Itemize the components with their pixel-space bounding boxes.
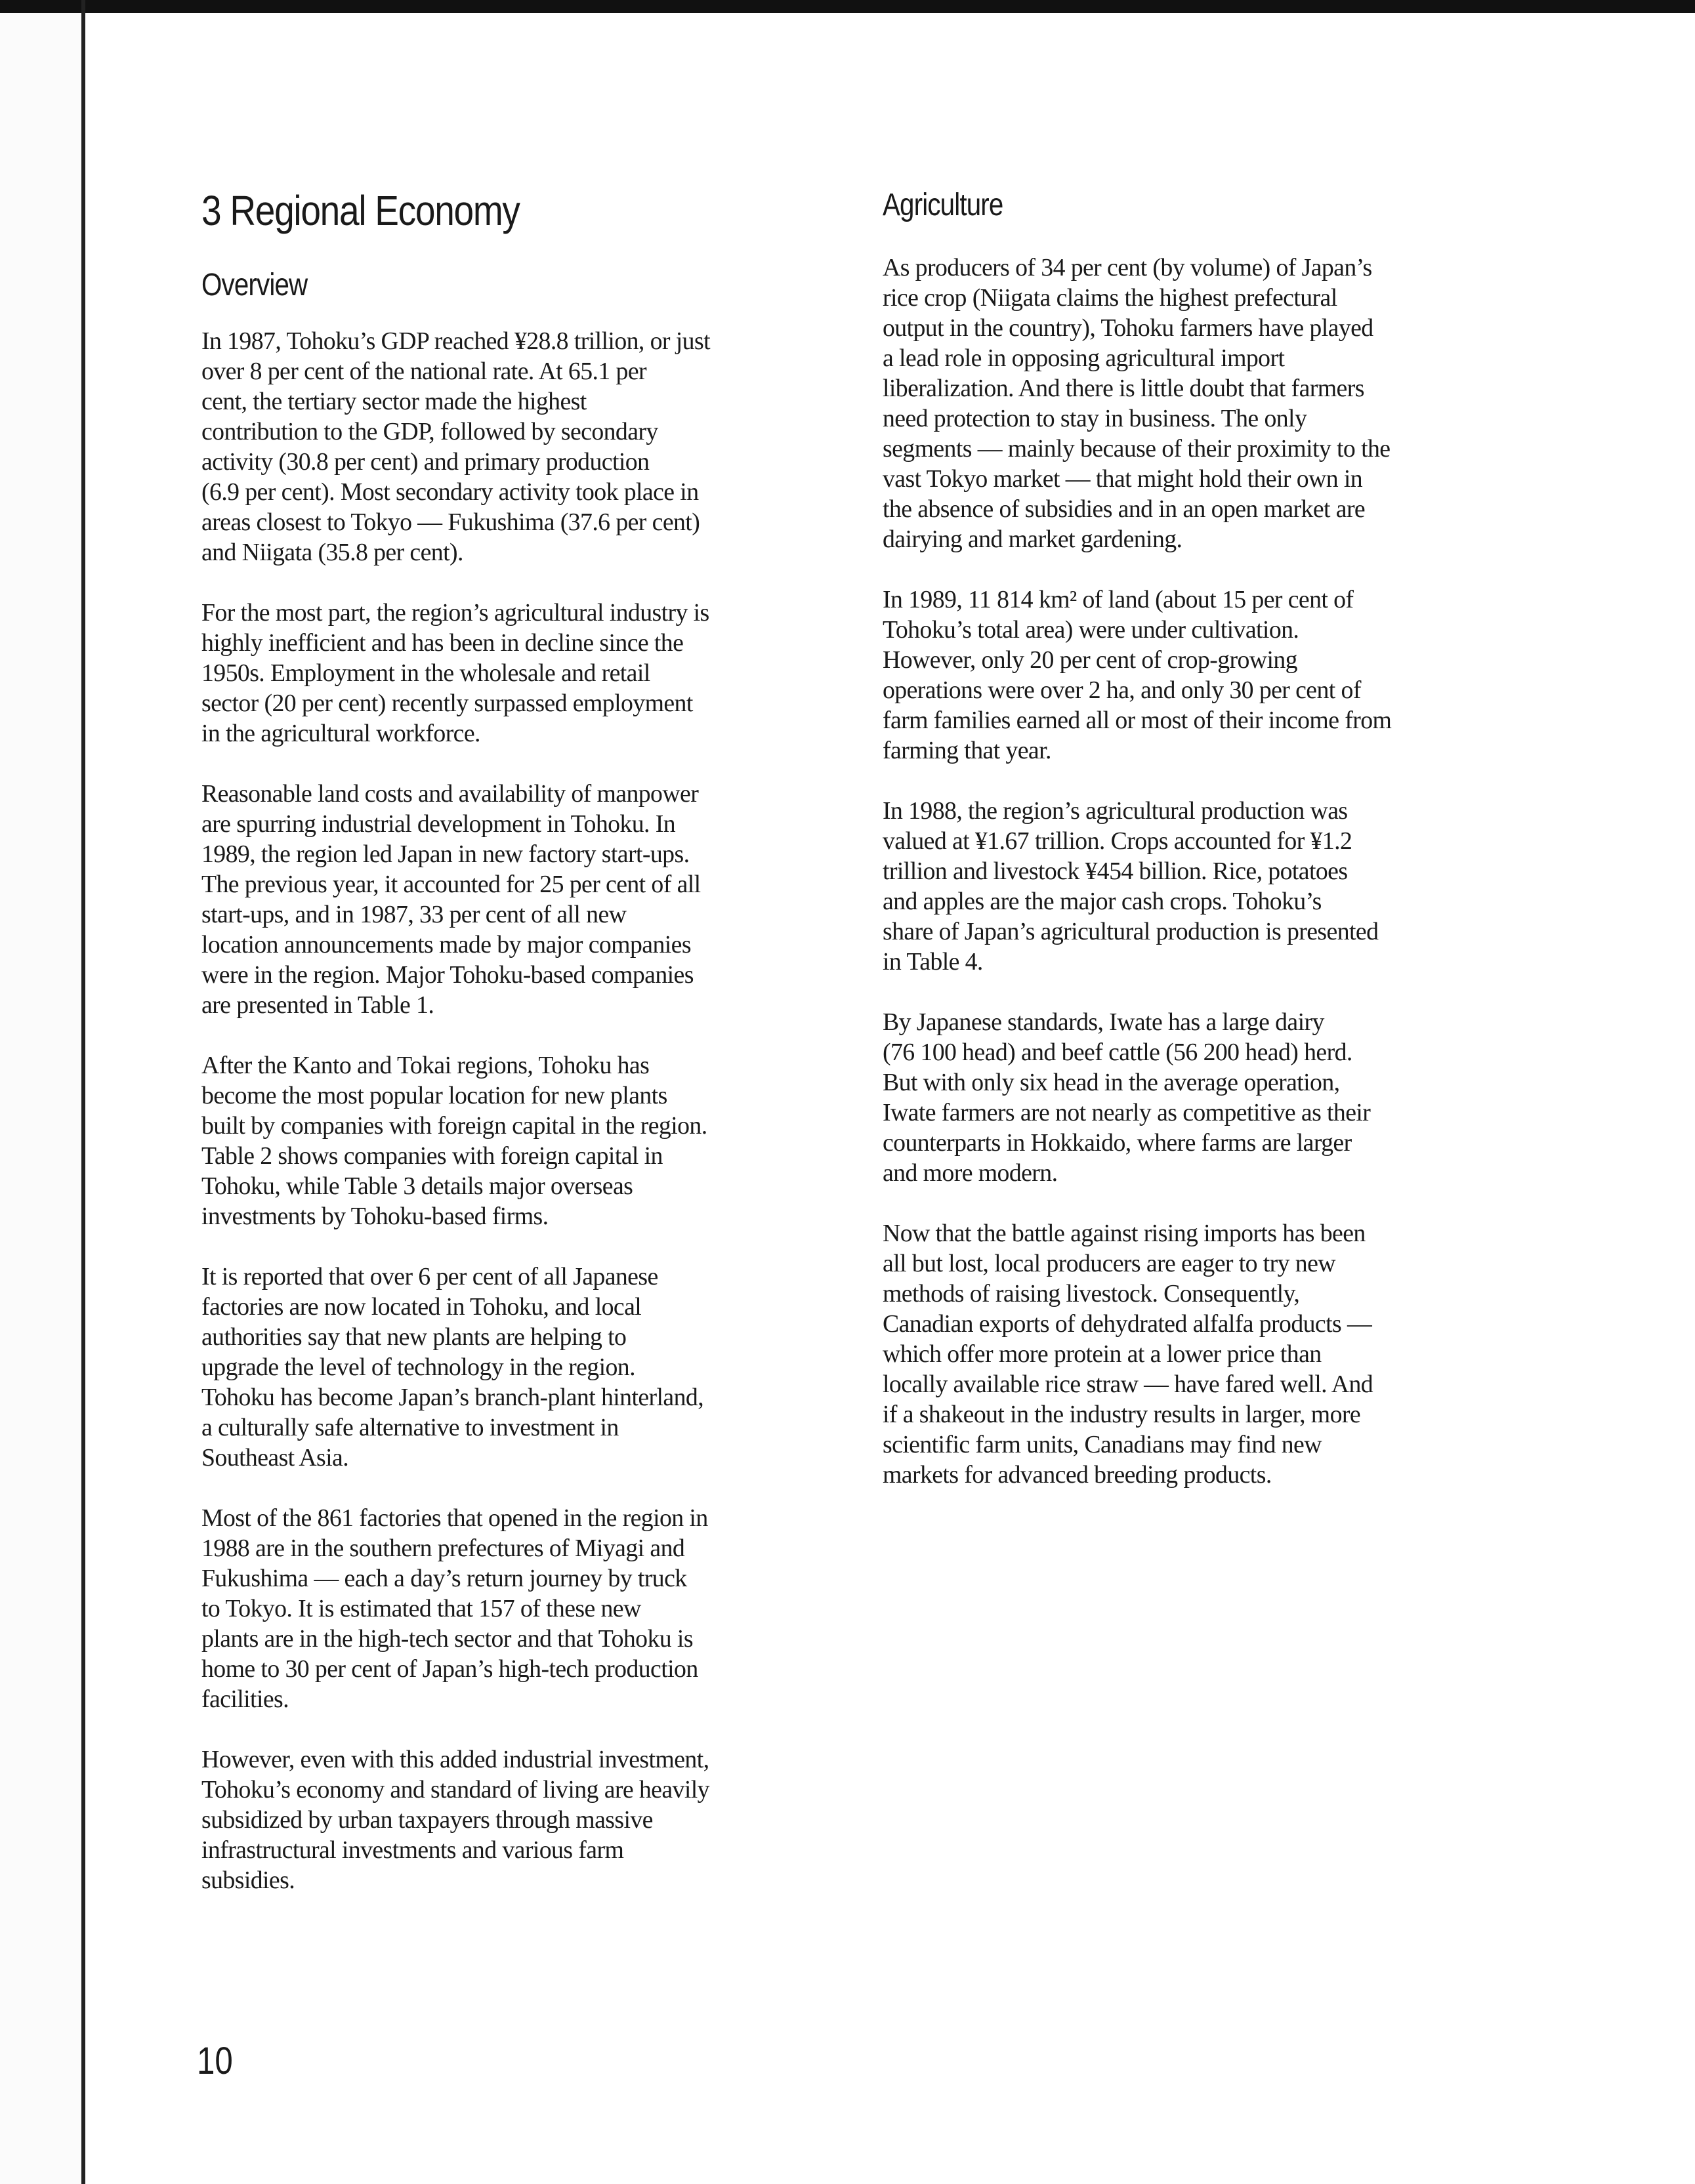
overview-paragraph-3: Reasonable land costs and availability of manpower are spurring industrial development in Tohoku. In 1989, the region led Japan in new factory start-ups. The previous year, it accounted for 25 per cent of all start-ups, and in 1987, 33 per cent of all new location announcements made by major companies were in the region. Major Tohoku-based companies are presented in Table 1. <box>201 780 701 1019</box>
overview-paragraph-4: After the Kanto and Tokai regions, Tohoku has become the most popular location for new plants built by companies with foreign capital in the region. Table 2 shows companies with foreign capital in Tohoku, while Table 3 details major overseas investments by Tohoku-based firms. <box>201 1052 707 1230</box>
overview-paragraph-5: It is reported that over 6 per cent of all Japanese factories are now located in Tohoku, and local authorities say that new plants are helping to upgrade the level of technology in the region. Tohoku has become Japan’s branch-plant hinterland, a culturally safe alternative to investment in Southeast Asia. <box>201 1263 704 1472</box>
page-number: 10 <box>197 2040 233 2082</box>
section-heading-agriculture: Agriculture <box>883 188 1003 222</box>
overview-paragraph-6: Most of the 861 factories that opened in the region in 1988 are in the southern prefectures of Miyagi and Fukushima — each a day’s return journey by truck to Tokyo. It is estimated that 157 of these new plants are in the high-tech sector and that Tohoku is home to 30 per cent of Japan’s high-tech production facilities. <box>201 1504 708 1713</box>
overview-paragraph-7: However, even with this added industrial investment, Tohoku’s economy and standard of living are heavily subsidized by urban taxpayers through massive infrastructural investments and various farm subsidies. <box>201 1746 709 1894</box>
overview-paragraph-1: In 1987, Tohoku’s GDP reached ¥28.8 trillion, or just over 8 per cent of the national rate. At 65.1 per cent, the tertiary sector made the highest contribution to the GDP, followed by secondary activity (30.8 per cent) and primary production (6.9 per cent). Most secondary activity took place in areas closest to Tokyo — Fukushima (37.6 per cent) and Niigata (35.8 per cent). <box>201 327 710 566</box>
chapter-title: 3 Regional Economy <box>201 187 520 234</box>
scan-top-border <box>0 0 1695 13</box>
scan-left-border <box>81 0 85 2184</box>
left-column <box>201 187 858 1926</box>
overview-paragraph-2: For the most part, the region’s agricultural industry is highly inefficient and has been in decline since the 1950s. Employment in the wholesale and retail sector (20 per cent) recently surpassed employment in the agricultural workforce. <box>201 599 709 747</box>
agriculture-paragraph-2: In 1989, 11 814 km² of land (about 15 per cent of Tohoku’s total area) were under cultivation. However, only 20 per cent of crop-growing operations were over 2 ha, and only 30 per cent of farm families earned all or most of their income from farming that year. <box>883 586 1392 764</box>
agriculture-paragraph-5: Now that the battle against rising imports has been all but lost, local producers are eager to try new methods of raising livestock. Consequently, Canadian exports of dehydrated alfalfa products — which offer more protein at a lower price than locally available rice straw — have fared well. And if a shakeout in the industry results in larger, more scientific farm units, Canadians may find new markets for advanced breeding products. <box>883 1220 1373 1489</box>
right-column <box>883 187 1539 1520</box>
agriculture-paragraph-1: As producers of 34 per cent (by volume) of Japan’s rice crop (Niigata claims the highest prefectural output in the country), Tohoku farmers have played a lead role in opposing agricultural import liberalization. And there is little doubt that farmers need protection to stay in business. The only segments — mainly because of their proximity to the vast Tokyo market — that might hold their own in the absence of subsidies and in an open market are dairying and market gardening. <box>883 254 1391 553</box>
section-heading-overview: Overview <box>201 268 308 302</box>
agriculture-paragraph-3: In 1988, the region’s agricultural production was valued at ¥1.67 trillion. Crops accounted for ¥1.2 trillion and livestock ¥454 billion. Rice, potatoes and apples are the major cash crops. Tohoku’s share of Japan’s agricultural production is presented in Table 4. <box>883 797 1379 976</box>
scan-left-margin <box>0 13 81 2184</box>
agriculture-paragraph-4: By Japanese standards, Iwate has a large dairy (76 100 head) and beef cattle (56 200 head) herd. But with only six head in the average operation, Iwate farmers are not nearly as competitive as their counterparts in Hokkaido, where farms are larger and more modern. <box>883 1008 1371 1187</box>
